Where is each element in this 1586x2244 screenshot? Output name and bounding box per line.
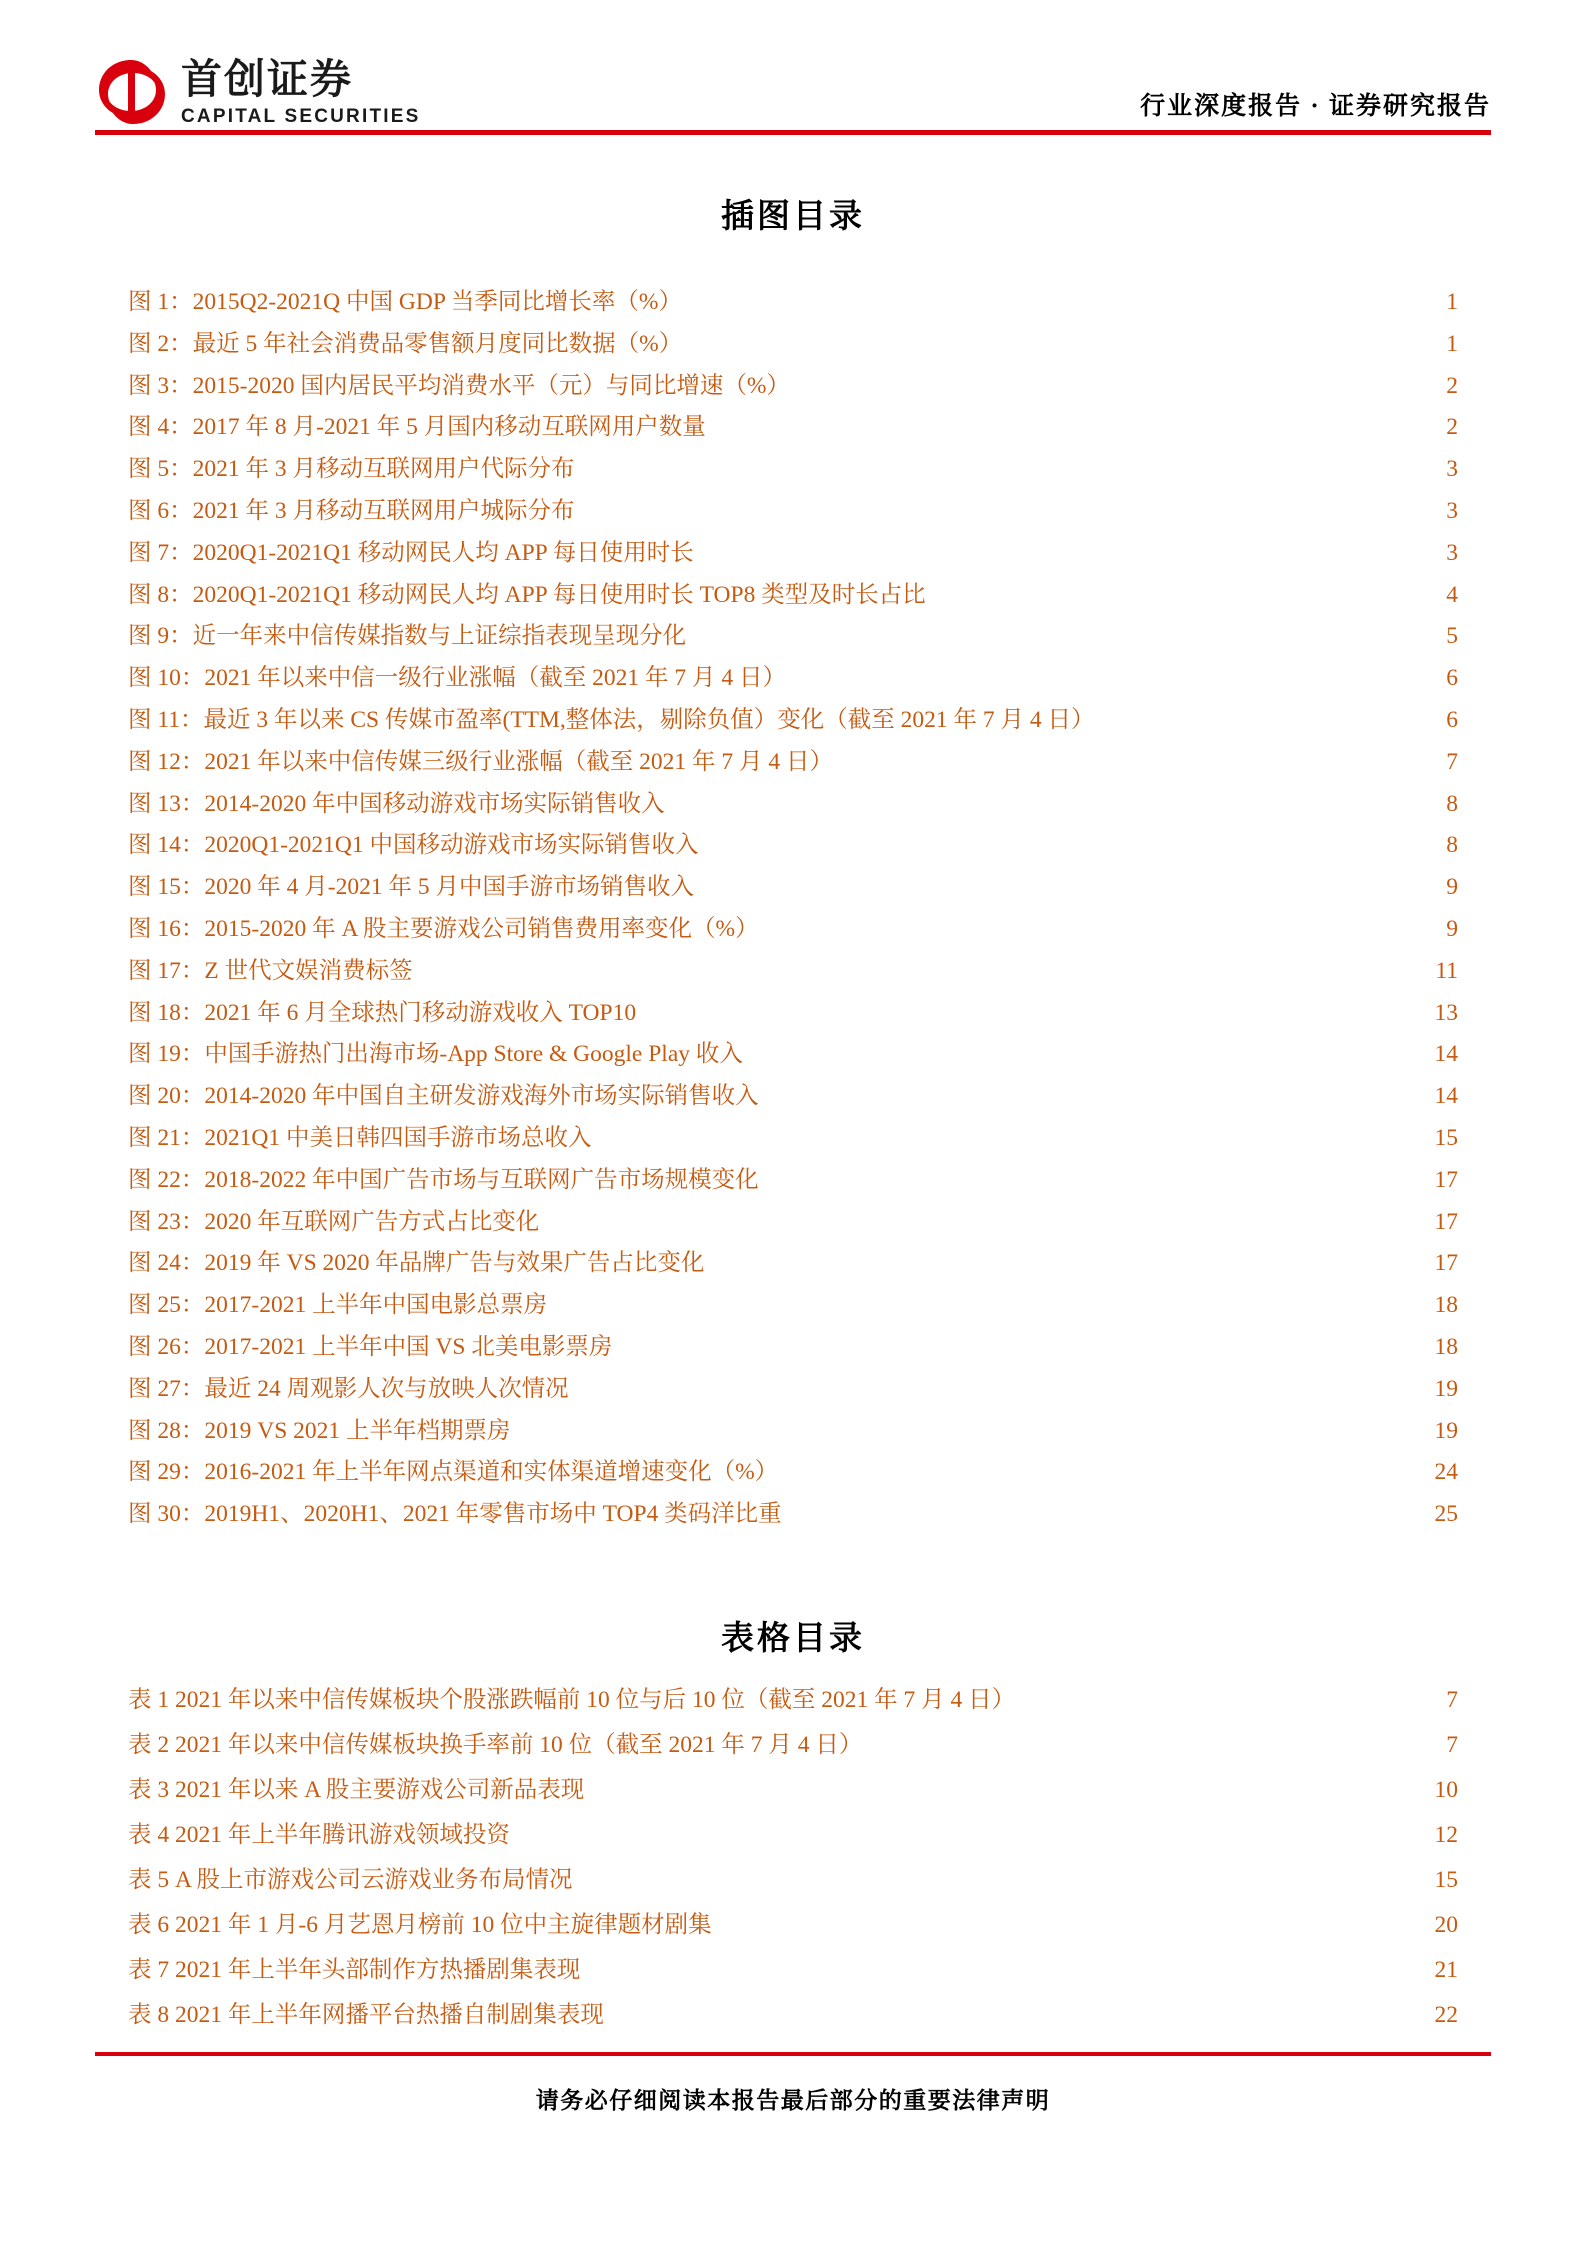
leader-dots (614, 1330, 1430, 1354)
table-toc-entry[interactable] (128, 1813, 1458, 1858)
table-toc-entry-page-number: 12 (1434, 1822, 1458, 1848)
figure-toc-entry-label: 图 16：2015-2020 年 A 股主要游戏公司销售费用率变化（%） (128, 915, 759, 942)
figure-toc-entry-page-number: 1 (1446, 330, 1458, 357)
figure-toc-entry-label: 图 9：近一年来中信传媒指数与上证综指表现呈现分化 (128, 623, 687, 650)
brand-name-cn: 首创证券 (181, 55, 353, 102)
leader-dots (582, 1954, 1430, 1978)
figure-toc-entry-label: 图 2：最近 5 年社会消费品零售额月度同比数据（%） (128, 330, 683, 357)
table-toc-entry[interactable] (128, 1948, 1458, 1993)
figure-toc-entry-page-number: 3 (1446, 456, 1458, 483)
figure-toc-entry-page-number: 8 (1446, 790, 1458, 817)
leader-dots (835, 745, 1430, 769)
figure-toc-entry[interactable] (128, 1411, 1458, 1453)
figure-toc-entry[interactable] (128, 449, 1458, 491)
figure-toc-entry-page-number: 17 (1434, 1166, 1458, 1193)
table-toc-entry-label: 表 6 2021 年 1 月-6 月艺恩月榜前 10 位中主旋律题材剧集 (128, 1912, 712, 1938)
table-toc-entry[interactable] (128, 1768, 1458, 1813)
figure-toc-entry[interactable] (128, 1076, 1458, 1118)
leader-dots (575, 1864, 1430, 1888)
table-toc-entry-page-number: 7 (1446, 1687, 1458, 1713)
figure-toc-entry[interactable] (128, 491, 1458, 533)
leader-dots (688, 620, 1430, 644)
figure-toc-entry-page-number: 8 (1446, 832, 1458, 859)
figures-toc-list (128, 282, 1458, 1536)
leader-dots (667, 787, 1430, 811)
figure-toc-entry[interactable] (128, 1034, 1458, 1076)
leader-dots (928, 578, 1430, 602)
leader-dots (593, 1121, 1430, 1145)
leader-dots (714, 1909, 1430, 1933)
figure-toc-entry[interactable] (128, 1452, 1458, 1494)
figure-toc-entry-page-number: 14 (1434, 1041, 1458, 1068)
leader-dots (513, 1414, 1430, 1438)
figure-toc-entry-page-number: 18 (1434, 1292, 1458, 1319)
figure-toc-entry-label: 图 8：2020Q1-2021Q1 移动网民人均 APP 每日使用时长 TOP8 类型及时长占比 (128, 581, 926, 608)
table-toc-entry-label: 表 2 2021 年以来中信传媒板块换手率前 10 位（截至 2021 年 7 月 4 日） (128, 1732, 863, 1758)
leader-dots (541, 1205, 1430, 1229)
figure-toc-entry[interactable] (128, 616, 1458, 658)
table-toc-entry-page-number: 20 (1434, 1912, 1458, 1938)
figure-toc-entry-page-number: 14 (1434, 1083, 1458, 1110)
figure-toc-entry[interactable] (128, 1327, 1458, 1369)
figure-toc-entry-page-number: 25 (1434, 1501, 1458, 1528)
figure-toc-entry-label: 图 10：2021 年以来中信一级行业涨幅（截至 2021 年 7 月 4 日） (128, 665, 786, 692)
table-toc-entry-label: 表 5 A 股上市游戏公司云游戏业务布局情况 (128, 1867, 573, 1893)
leader-dots (586, 1774, 1430, 1798)
figure-toc-entry-page-number: 19 (1434, 1375, 1458, 1402)
leader-dots (512, 1819, 1430, 1843)
table-toc-entry-label: 表 7 2021 年上半年头部制作方热播剧集表现 (128, 1957, 581, 1983)
report-type-title: 行业深度报告 · 证券研究报告 (1140, 93, 1491, 120)
figure-toc-entry-page-number: 3 (1446, 497, 1458, 524)
figure-toc-entry[interactable] (128, 1369, 1458, 1411)
figure-toc-entry[interactable] (128, 658, 1458, 700)
figure-toc-entry[interactable] (128, 1202, 1458, 1244)
leader-dots (571, 1372, 1430, 1396)
figure-toc-entry[interactable] (128, 282, 1458, 324)
figure-toc-entry-label: 图 28：2019 VS 2021 上半年档期票房 (128, 1417, 511, 1444)
figure-toc-entry-label: 图 1：2015Q2-2021Q 中国 GDP 当季同比增长率（%） (128, 289, 682, 315)
figure-toc-entry-page-number: 2 (1446, 372, 1458, 399)
leader-dots (761, 912, 1430, 936)
figure-toc-entry-label: 图 27：最近 24 周观影人次与放映人次情况 (128, 1375, 569, 1402)
figure-toc-entry-label: 图 5：2021 年 3 月移动互联网用户代际分布 (128, 456, 575, 483)
figure-toc-entry-label: 图 12：2021 年以来中信传媒三级行业涨幅（截至 2021 年 7 月 4 日） (128, 748, 833, 775)
leader-dots (706, 1247, 1430, 1271)
figure-toc-entry-label: 图 15：2020 年 4 月-2021 年 5 月中国手游市场销售收入 (128, 874, 694, 901)
figure-toc-entry[interactable] (128, 1160, 1458, 1202)
figure-toc-entry-label: 图 4：2017 年 8 月-2021 年 5 月国内移动互联网用户数量 (128, 414, 706, 441)
figure-toc-entry-page-number: 9 (1446, 915, 1458, 942)
figure-toc-entry-label: 图 20：2014-2020 年中国自主研发游戏海外市场实际销售收入 (128, 1083, 759, 1110)
brand-name-en: CAPITAL SECURITIES (181, 105, 421, 127)
figure-toc-entry[interactable] (128, 784, 1458, 826)
table-toc-entry-label: 表 4 2021 年上半年腾讯游戏领域投资 (128, 1822, 510, 1848)
table-toc-entry-label: 表 8 2021 年上半年网播平台热播自制剧集表现 (128, 2002, 604, 2028)
figure-toc-entry-label: 图 3：2015-2020 国内居民平均消费水平（元）与同比增速（%） (128, 372, 790, 399)
figure-toc-entry[interactable] (128, 407, 1458, 449)
table-toc-entry-page-number: 15 (1434, 1867, 1458, 1893)
leader-dots (577, 494, 1431, 518)
leader-dots (684, 327, 1430, 351)
leader-dots (638, 996, 1430, 1020)
figure-toc-entry[interactable] (128, 575, 1458, 617)
figure-toc-entry-label: 图 26：2017-2021 上半年中国 VS 北美电影票房 (128, 1333, 613, 1360)
figure-toc-entry-label: 图 6：2021 年 3 月移动互联网用户城际分布 (128, 497, 575, 524)
figure-toc-entry-page-number: 13 (1434, 999, 1458, 1026)
figure-toc-entry-page-number: 1 (1446, 289, 1458, 315)
tables-toc-list (128, 1678, 1458, 2038)
table-toc-entry-page-number: 10 (1434, 1777, 1458, 1803)
leader-dots (696, 871, 1430, 895)
figure-toc-entry[interactable] (128, 700, 1458, 742)
table-toc-entry-page-number: 7 (1446, 1732, 1458, 1758)
figures-section-title: 插图目录 (721, 197, 865, 234)
figure-toc-entry-label: 图 19：中国手游热门出海市场-App Store & Google Play 收入 (128, 1041, 743, 1068)
capital-securities-swirl-logo-icon (95, 56, 167, 128)
table-toc-entry[interactable] (128, 1858, 1458, 1903)
figure-toc-entry-label: 图 30：2019H1、2020H1、2021 年零售市场中 TOP4 类码洋比重 (128, 1501, 782, 1528)
figure-toc-entry-page-number: 9 (1446, 874, 1458, 901)
figure-toc-entry-page-number: 17 (1434, 1250, 1458, 1277)
figure-toc-entry-label: 图 25：2017-2021 上半年中国电影总票房 (128, 1292, 548, 1319)
figure-toc-entry-page-number: 3 (1446, 539, 1458, 566)
figure-toc-entry-page-number: 11 (1435, 957, 1458, 984)
table-toc-entry[interactable] (128, 1678, 1458, 1723)
figure-toc-entry-label: 图 18：2021 年 6 月全球热门移动游戏收入 TOP10 (128, 999, 637, 1026)
leader-dots (761, 1080, 1430, 1104)
figure-toc-entry-label: 图 29：2016-2021 年上半年网点渠道和实体渠道增速变化（%） (128, 1459, 779, 1486)
figure-toc-entry[interactable] (128, 825, 1458, 867)
figure-toc-entry-label: 图 14：2020Q1-2021Q1 中国移动游戏市场实际销售收入 (128, 832, 699, 859)
figure-toc-entry-page-number: 19 (1434, 1417, 1458, 1444)
figure-toc-entry[interactable] (128, 1494, 1458, 1536)
leader-dots (780, 1456, 1430, 1480)
figure-toc-entry-label: 图 21：2021Q1 中美日韩四国手游市场总收入 (128, 1124, 592, 1151)
table-toc-entry-page-number: 21 (1434, 1957, 1458, 1983)
figure-toc-entry-label: 图 13：2014-2020 年中国移动游戏市场实际销售收入 (128, 790, 665, 817)
figure-toc-entry[interactable] (128, 867, 1458, 909)
figure-toc-entry-label: 图 23：2020 年互联网广告方式占比变化 (128, 1208, 540, 1235)
brand-wordmark (181, 55, 421, 127)
company-logo (95, 56, 420, 132)
figure-toc-entry-label: 图 24：2019 年 VS 2020 年品牌广告与效果广告占比变化 (128, 1250, 705, 1277)
leader-dots (701, 829, 1430, 853)
leader-dots (761, 1163, 1430, 1187)
leader-dots (784, 1498, 1430, 1522)
figure-toc-entry[interactable] (128, 1118, 1458, 1160)
leader-dots (415, 954, 1430, 978)
figure-toc-entry[interactable] (128, 951, 1458, 993)
figure-toc-entry-page-number: 2 (1446, 414, 1458, 441)
figure-toc-entry-label: 图 22：2018-2022 年中国广告市场与互联网广告市场规模变化 (128, 1166, 759, 1193)
figure-toc-entry-page-number: 15 (1434, 1124, 1458, 1151)
leader-dots (606, 1999, 1430, 2023)
table-toc-entry[interactable] (128, 1903, 1458, 1948)
figure-toc-entry-page-number: 7 (1446, 748, 1458, 775)
table-toc-entry[interactable] (128, 1993, 1458, 2038)
leader-dots (696, 536, 1430, 560)
table-toc-entry-label: 表 1 2021 年以来中信传媒板块个股涨跌幅前 10 位与后 10 位（截至 2021 年 7 月 4 日） (128, 1687, 1016, 1713)
leader-dots (708, 411, 1430, 435)
leader-dots (1097, 703, 1430, 727)
leader-dots (549, 1289, 1430, 1313)
figure-toc-entry-page-number: 24 (1434, 1459, 1458, 1486)
tables-section-title: 表格目录 (721, 1619, 865, 1656)
figure-toc-entry[interactable] (128, 324, 1458, 366)
figure-toc-entry-label: 图 17：Z 世代文娱消费标签 (128, 957, 413, 984)
leader-dots (1017, 1684, 1430, 1708)
figure-toc-entry-page-number: 6 (1446, 706, 1458, 733)
figure-toc-entry-label: 图 7：2020Q1-2021Q1 移动网民人均 APP 每日使用时长 (128, 539, 694, 566)
leader-dots (864, 1729, 1430, 1753)
figure-toc-entry-page-number: 6 (1446, 665, 1458, 692)
footer-divider (95, 2052, 1491, 2056)
figure-toc-entry-label: 图 11：最近 3 年以来 CS 传媒市盈率(TTM,整体法，剔除负值）变化（截至 2021 年 7 月 4 日） (128, 706, 1095, 733)
figure-toc-entry-page-number: 18 (1434, 1333, 1458, 1360)
leader-dots (792, 369, 1430, 393)
table-toc-entry-page-number: 22 (1434, 2002, 1458, 2028)
table-toc-entry-label: 表 3 2021 年以来 A 股主要游戏公司新品表现 (128, 1777, 585, 1803)
figure-toc-entry[interactable] (128, 993, 1458, 1035)
figure-toc-entry-page-number: 17 (1434, 1208, 1458, 1235)
footer-legal-notice: 请务必仔细阅读本报告最后部分的重要法律声明 (535, 2087, 1051, 2113)
figure-toc-entry-page-number: 5 (1446, 623, 1458, 650)
figure-toc-entry[interactable] (128, 909, 1458, 951)
page-header (95, 36, 1491, 132)
table-toc-entry[interactable] (128, 1723, 1458, 1768)
leader-dots (684, 286, 1430, 310)
leader-dots (788, 662, 1430, 686)
figure-toc-entry[interactable] (128, 366, 1458, 408)
leader-dots (577, 453, 1431, 477)
figure-toc-entry-page-number: 4 (1446, 581, 1458, 608)
figure-toc-entry[interactable] (128, 1243, 1458, 1285)
leader-dots (745, 1038, 1430, 1062)
header-divider (95, 130, 1491, 135)
figure-toc-entry[interactable] (128, 742, 1458, 784)
figure-toc-entry[interactable] (128, 1285, 1458, 1327)
figure-toc-entry[interactable] (128, 533, 1458, 575)
